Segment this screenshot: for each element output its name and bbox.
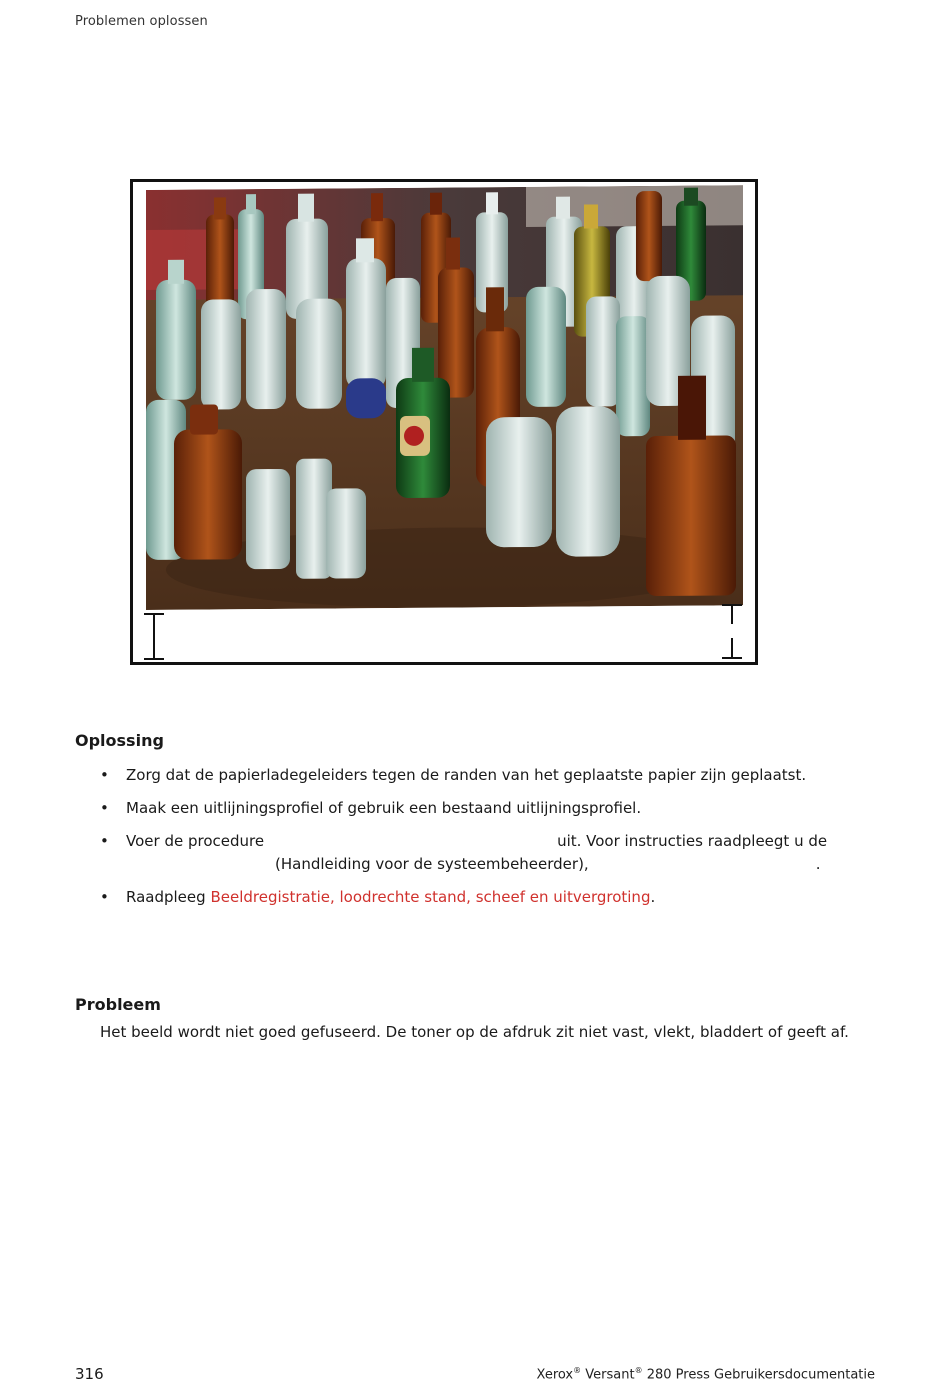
registration-link[interactable]: Beeldregistratie, loodrechte stand, scheef en uitvergroting bbox=[210, 888, 651, 906]
right-margin-marker bbox=[722, 604, 742, 660]
solution-list bbox=[100, 764, 860, 919]
left-margin-marker bbox=[144, 613, 164, 660]
bullet-icon: • bbox=[100, 799, 109, 817]
bullet-icon: • bbox=[100, 888, 109, 906]
list-item: • Raadpleeg Beeldregistratie, loodrechte stand, scheef en uitvergroting. bbox=[100, 886, 860, 909]
solution-heading: Oplossing bbox=[75, 731, 164, 750]
page-number: 316 bbox=[75, 1365, 104, 1383]
list-item: • Zorg dat de papierladegeleiders tegen de randen van het geplaatste papier zijn geplaatst. bbox=[100, 764, 860, 787]
footer-doc-title: Xerox® Versant® 280 Press Gebruikersdocumentatie bbox=[536, 1366, 875, 1383]
list-item: • Maak een uitlijningsprofiel of gebruik een bestaand uitlijningsprofiel. bbox=[100, 797, 860, 820]
problem-heading: Probleem bbox=[75, 995, 161, 1014]
bullet-icon: • bbox=[100, 766, 109, 784]
photo-of-glass-bottles-icon bbox=[146, 185, 743, 610]
problem-description: Het beeld wordt niet goed gefuseerd. De toner op de afdruk zit niet vast, vlekt, bladdert of geeft af. bbox=[100, 1023, 849, 1041]
running-header: Problemen oplossen bbox=[75, 14, 208, 29]
bullet-icon: • bbox=[100, 832, 109, 850]
list-item: • Voer de procedure uit. Voor instructies raadpleegt u de (Handleiding voor de systeembeheerder), . bbox=[100, 832, 828, 873]
